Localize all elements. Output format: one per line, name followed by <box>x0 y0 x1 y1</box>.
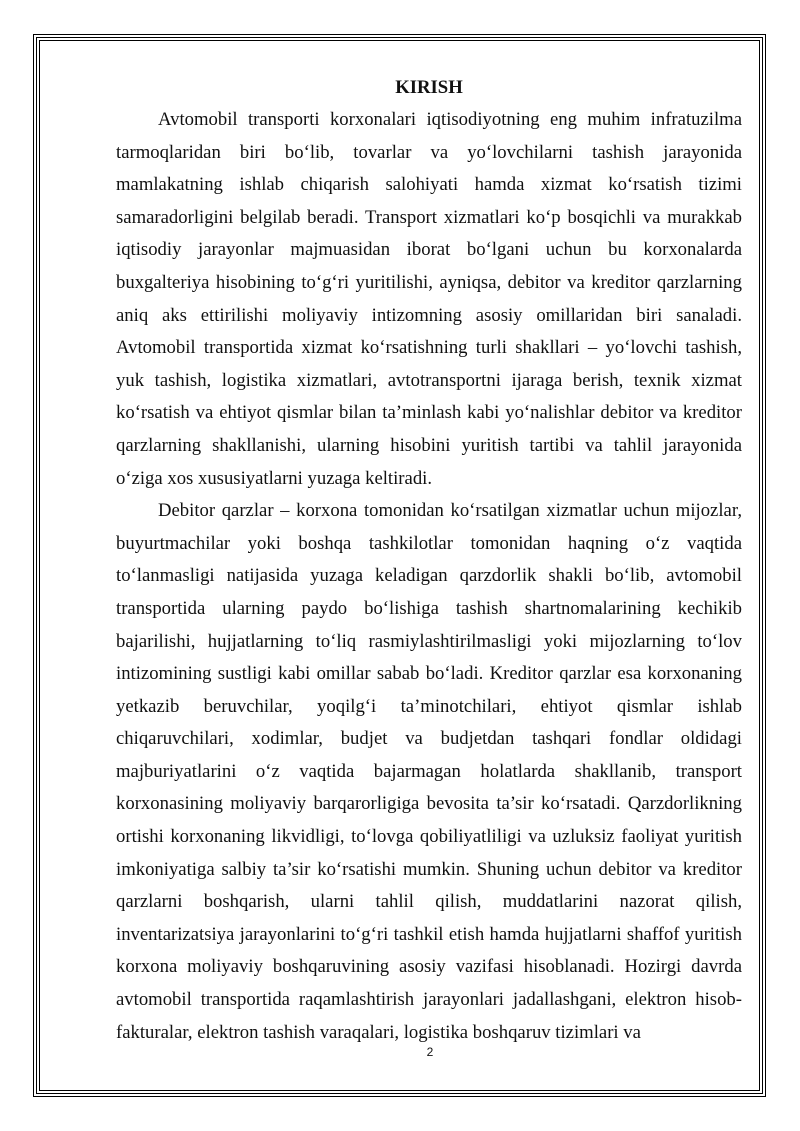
page-number: 2 <box>426 1045 434 1059</box>
paragraph-1: Avtomobil transporti korxonalari iqtisodiyotning eng muhim infratuzilma tarmoqlaridan biri bo‘lib, tovarlar va yo‘lovchilarni tashish jarayonida mamlakatning ishlab chiqarish salohiyati hamda xizmat ko‘rsatish tizimi samaradorligini belgilab beradi. Transport xizmatlari ko‘p bosqichli va murakkab iqtisodiy jarayonlar majmuasidan iborat bo‘lgani uchun bu korxonalarda buxgalteriya hisobining to‘g‘ri yuritilishi, ayniqsa, debitor va kreditor qarzlarning aniq aks ettirilishi moliyaviy intizomning asosiy omillaridan biri sanaladi. Avtomobil transportida xizmat ko‘rsatishning turli shakllari – yo‘lovchi tashish, yuk tashish, logistika xizmatlari, avtotransportni ijaraga berish, texnik xizmat ko‘rsatish va ehtiyot qismlar bilan ta’minlash kabi yo‘nalishlar debitor va kreditor qarzlarning shakllanishi, ularning hisobini yuritish tartibi va tahlil jarayonida o‘ziga xos xususiyatlarni yuzaga keltiradi. <box>116 109 742 489</box>
section-title: KIRISH <box>395 77 463 98</box>
paragraph-2: Debitor qarzlar – korxona tomonidan ko‘rsatilgan xizmatlar uchun mijozlar, buyurtmachilar yoki boshqa tashkilotlar tomonidan haqning o‘z vaqtida to‘lanmasligi natijasida yuzaga keladigan qarzdorlik shakli bo‘lib, avtomobil transportida ularning paydo bo‘lishiga tashish shartnomalarining kechikib bajarilishi, hujjatlarning to‘liq rasmiylashtirilmasligi yoki mijozlarning to‘lov intizomining sustligi kabi omillar sabab bo‘ladi. Kreditor qarzlar esa korxonaning yetkazib beruvchilar, yoqilg‘i ta’minotchilari, ehtiyot qismlar ishlab chiqaruvchilari, xodimlar, budjet va budjetdan tashqari fondlar oldidagi majburiyatlarini o‘z vaqtida bajarmagan holatlarda shakllanib, transport korxonasining moliyaviy barqarorligiga bevosita ta’sir ko‘rsatadi. Qarzdorlikning ortishi korxonaning likvidligi, to‘lovga qobiliyatliligi va uzluksiz faoliyat yuritish imkoniyatiga salbiy ta’sir ko‘rsatishi mumkin. Shuning uchun debitor va kreditor qarzlarni boshqarish, ularni tahlil qilish, muddatlarini nazorat qilish, inventarizatsiya jarayonlarini to‘g‘ri tashkil etish hamda hujjatlarni shaffof yuritish korxona moliyaviy boshqaruvining asosiy vazifasi hisoblanadi. Hozirgi davrda avtomobil transportida raqamlashtirish jarayonlari jadallashgani, elektron hisob-fakturalar, elektron tashish varaqalari, logistika boshqaruv tizimlari va <box>116 500 742 1043</box>
document-body <box>116 72 742 1049</box>
